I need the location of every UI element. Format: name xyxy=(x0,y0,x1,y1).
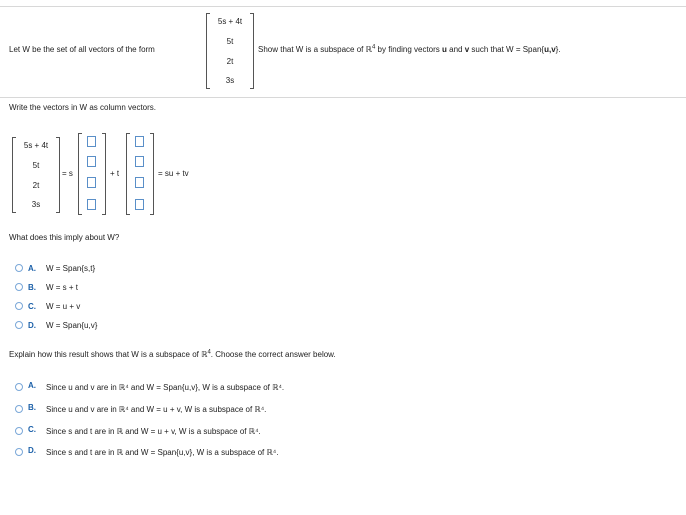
vector-entry-4: 3s xyxy=(31,200,41,209)
q3-option-a-text: Since u and v are in ℝ⁴ and W = Span{u,v}, W is a subspace of ℝ⁴. xyxy=(46,383,285,392)
u-vector xyxy=(78,133,106,215)
vector-entry-2: 5t xyxy=(226,37,234,46)
w-form-vector xyxy=(206,13,254,89)
w-column-vector xyxy=(12,137,60,213)
equals-su-tv-label: = su + tv xyxy=(158,169,189,178)
question-intro-rest: Show that W is a subspace of ℝ$^4$ by finding vectors u and v such that W = Span{u,v}. xyxy=(258,44,561,54)
q2-option-b-text: W = s + t xyxy=(46,283,79,292)
q2-prompt: What does this imply about W? xyxy=(9,233,120,242)
q3-option-d-text: Since s and t are in ℝ and W = Span{u,v}, W is a subspace of ℝ⁴. xyxy=(46,448,279,457)
u-entry-3-input[interactable] xyxy=(87,177,96,188)
q3-option-b-radio[interactable] xyxy=(15,405,23,413)
q3-prompt: Explain how this result shows that W is a subspace of ℝ$^4$. Choose the correct answer below. xyxy=(9,349,336,359)
q2-option-c-letter: C. xyxy=(28,302,36,311)
real-symbol: ℝ xyxy=(365,45,372,54)
q2-option-d-radio[interactable] xyxy=(15,321,23,329)
plus-t-label: + t xyxy=(110,169,120,178)
vector-entry-4: 3s xyxy=(225,76,235,85)
u-entry-1-input[interactable] xyxy=(87,136,96,147)
question-intro: Let W be the set of all vectors of the form xyxy=(9,45,155,54)
vector-entry-2: 5t xyxy=(32,161,40,170)
top-divider xyxy=(0,6,686,7)
left-bracket xyxy=(78,133,82,215)
right-bracket xyxy=(102,133,106,215)
vector-entry-3: 2t xyxy=(226,57,234,66)
q2-option-c-text: W = u + v xyxy=(46,302,81,311)
q2-option-b-letter: B. xyxy=(28,283,36,292)
u-entry-2-input[interactable] xyxy=(87,156,96,167)
left-bracket xyxy=(126,133,130,215)
q2-option-a-radio[interactable] xyxy=(15,264,23,272)
v-vector xyxy=(126,133,154,215)
q3-option-b-text: Since u and v are in ℝ⁴ and W = u + v, W is a subspace of ℝ⁴. xyxy=(46,405,267,414)
q3-option-d-radio[interactable] xyxy=(15,448,23,456)
step1-prompt: Write the vectors in W as column vectors. xyxy=(9,103,157,112)
vector-entry-3: 2t xyxy=(32,181,40,190)
vector-entry-1: 5s + 4t xyxy=(23,141,49,150)
equals-s-label: = s xyxy=(62,169,73,178)
q3-option-d-letter: D. xyxy=(28,446,36,455)
q3-option-c-text: Since s and t are in ℝ and W = u + v, W is a subspace of ℝ⁴. xyxy=(46,427,261,436)
v-entry-1-input[interactable] xyxy=(135,136,144,147)
v-entry-4-input[interactable] xyxy=(135,199,144,210)
q2-option-c-radio[interactable] xyxy=(15,302,23,310)
q3-option-c-letter: C. xyxy=(28,425,36,434)
q3-option-b-letter: B. xyxy=(28,403,36,412)
q2-option-d-text: W = Span{u,v} xyxy=(46,321,98,330)
right-bracket xyxy=(150,133,154,215)
q2-option-a-text: W = Span{s,t} xyxy=(46,264,96,273)
vector-entry-1: 5s + 4t xyxy=(217,17,243,26)
q2-option-a-letter: A. xyxy=(28,264,36,273)
q3-option-c-radio[interactable] xyxy=(15,427,23,435)
v-entry-2-input[interactable] xyxy=(135,156,144,167)
section-divider-1 xyxy=(0,97,686,98)
u-entry-4-input[interactable] xyxy=(87,199,96,210)
q2-option-d-letter: D. xyxy=(28,321,36,330)
q3-option-a-letter: A. xyxy=(28,381,36,390)
v-entry-3-input[interactable] xyxy=(135,177,144,188)
q3-option-a-radio[interactable] xyxy=(15,383,23,391)
q2-option-b-radio[interactable] xyxy=(15,283,23,291)
